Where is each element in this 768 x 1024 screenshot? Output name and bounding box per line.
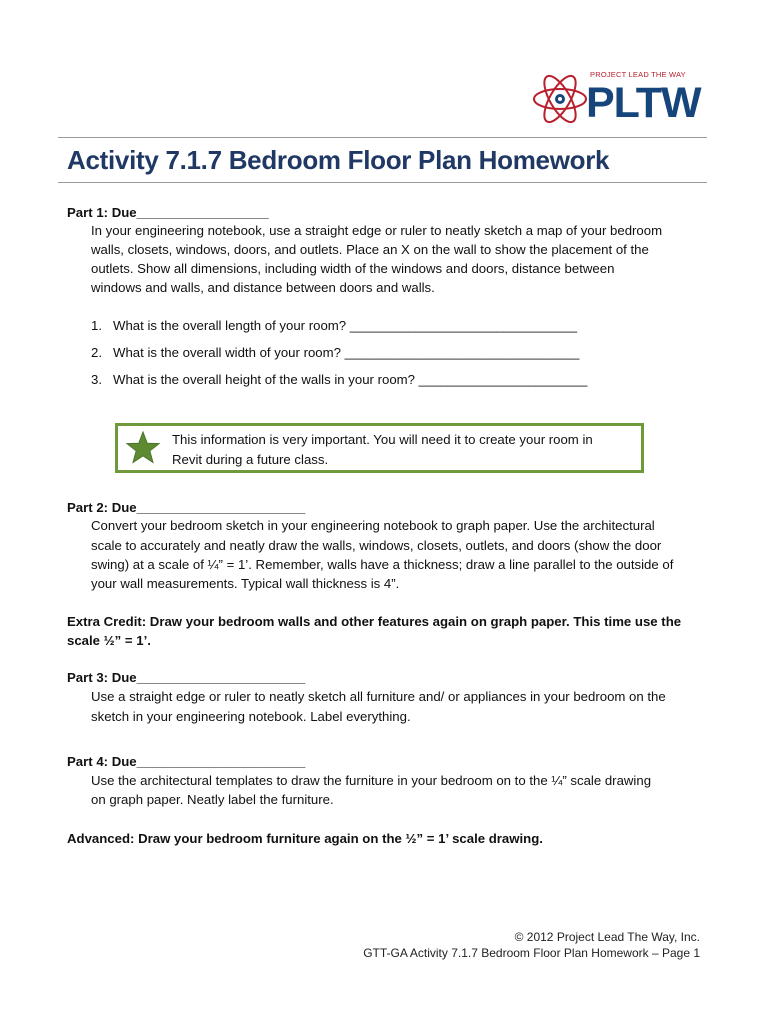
part2-line: your wall measurements. Typical wall thickness is 4”. [91,576,400,591]
question-width: What is the overall width of your room? ________________________________ [113,345,580,360]
part3-heading: Part 3: Due_______________________ [67,670,306,685]
question-length: What is the overall length of your room? _______________________________ [113,318,578,333]
part4-line: Use the architectural templates to draw the furniture in your bedroom on to the ¼” scale drawing [91,773,652,788]
extra-credit-line: scale ½” = 1’. [67,633,151,648]
atom-icon [532,70,588,128]
part3-line: sketch in your engineering notebook. Label everything. [91,709,411,724]
part3-line: Use a straight edge or ruler to neatly sketch all furniture and/ or appliances in your bedroom on the [91,689,666,704]
footer-copyright: © 2012 Project Lead The Way, Inc. [514,930,700,944]
part1-heading: Part 1: Due__________________ [67,205,269,220]
part2-heading: Part 2: Due_______________________ [67,500,306,515]
question-height: What is the overall height of the walls in your room? _______________________ [113,372,588,387]
logo-wordmark: PLTW [586,79,701,127]
pltw-logo [532,66,704,130]
question-number: 3. [91,372,102,387]
star-icon [126,431,160,465]
header-divider-bottom [58,182,707,183]
logo-tagline: PROJECT LEAD THE WAY [590,70,686,79]
part1-line: In your engineering notebook, use a straight edge or ruler to neatly sketch a map of your bedroom [91,223,663,238]
extra-credit-line: Extra Credit: Draw your bedroom walls and other features again on graph paper. This time use the [67,614,682,629]
part2-line: Convert your bedroom sketch in your engineering notebook to graph paper. Use the architectural [91,518,655,533]
advanced-line: Advanced: Draw your bedroom furniture again on the ½” = 1’ scale drawing. [67,831,543,846]
part2-line: swing) at a scale of ¼” = 1’. Remember, walls have a thickness; draw a line parallel to the outside of [91,557,674,572]
question-number: 1. [91,318,102,333]
important-callout [115,423,644,473]
part2-line: scale to accurately and neatly draw the walls, windows, closets, outlets, and doors (show the door [91,538,662,553]
callout-line: This information is very important. You will need it to create your room in [172,432,593,447]
part1-line: outlets. Show all dimensions, including width of the windows and doors, distance between [91,261,615,276]
callout-line: Revit during a future class. [172,452,329,467]
header-divider-top [58,137,707,138]
part1-line: walls, closets, windows, doors, and outlets. Place an X on the wall to show the placement of the [91,242,649,257]
footer-page-info: GTT-GA Activity 7.1.7 Bedroom Floor Plan Homework – Page 1 [363,946,700,960]
part4-heading: Part 4: Due_______________________ [67,754,306,769]
part4-line: on graph paper. Neatly label the furniture. [91,792,334,807]
part1-line: windows and walls, and distance between doors and walls. [91,280,435,295]
page-title: Activity 7.1.7 Bedroom Floor Plan Homework [67,145,610,175]
question-number: 2. [91,345,102,360]
